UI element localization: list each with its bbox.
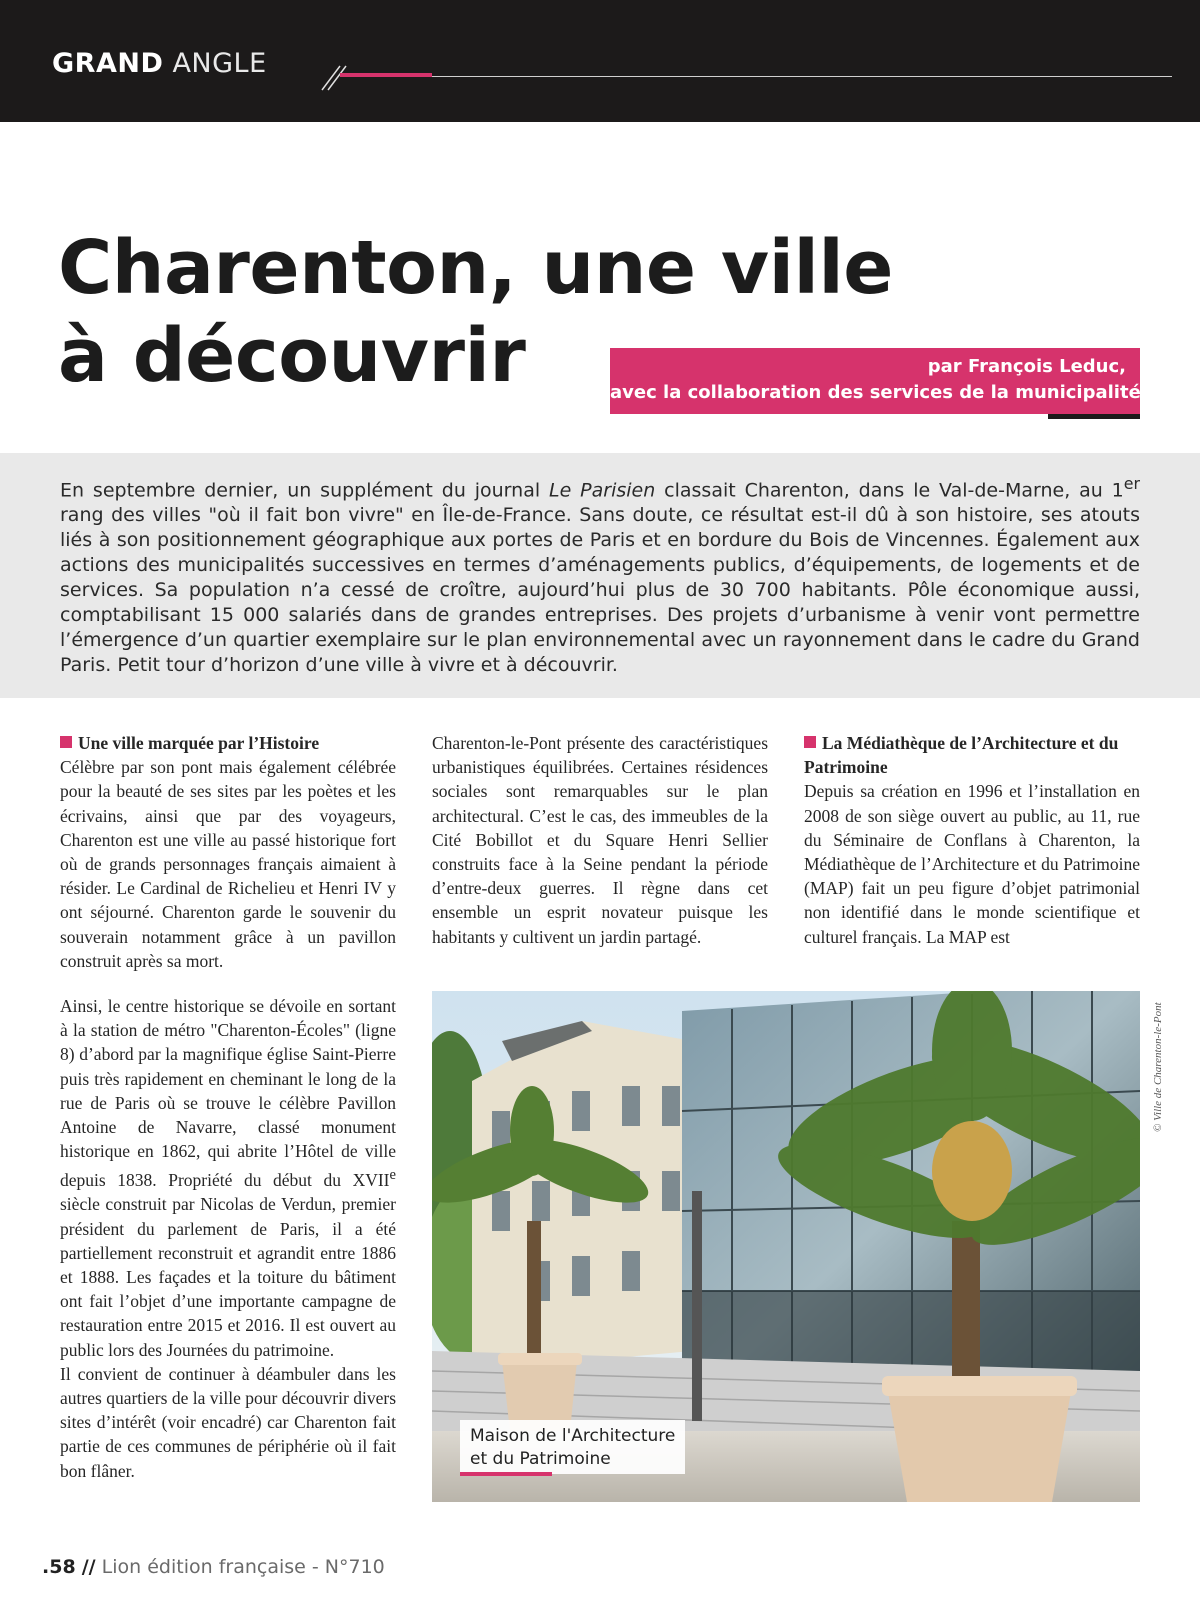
paragraph-history-2 — [60, 994, 396, 1362]
byline-author: par François Leduc, — [927, 356, 1126, 377]
column-1-continued — [60, 994, 396, 1483]
paragraph-history-2-end: siècle construit par Nicolas de Verdun, premier président du parlement de Paris, il a été partiellement reconstruit et agrandit entre 1886 et 1888. Les façades et la toiture du bâtiment ont fait l’objet d’une importante campagne de restauration entre 2015 et 2016. Il est ouvert au public lors des Journées du patrimoine. — [60, 1194, 396, 1360]
publication-name: Lion édition française - N°710 — [101, 1556, 385, 1578]
century-superscript: e — [389, 1167, 396, 1184]
byline-collaboration: avec la collaboration des services de la municipalité — [610, 382, 1141, 403]
column-2 — [432, 731, 768, 949]
paragraph-history-2-start: Ainsi, le centre historique se dévoile en sortant à la station de métro "Charenton-Écoles" (ligne 8) d’abord par la magnifique église Saint-Pierre puis très rapidement en cheminant le long de la rue de Paris où se trouve le célèbre Pavillon Antoine de Navarre, classé monument historique en 1862, qui abrite l’Hôtel de ville depuis 1838. Propriété du début du XVII — [60, 996, 396, 1191]
bullet-square-icon — [60, 736, 72, 748]
section-header-bar — [0, 0, 1200, 122]
caption-accent-bar — [460, 1472, 552, 1476]
byline-box — [610, 348, 1140, 414]
section-label — [52, 48, 267, 79]
section-heading-mediatheque-text: La Médiathèque de l’Architecture et du Patrimoine — [804, 733, 1119, 778]
intro-text-mid: classait Charenton, dans le Val-de-Marne, au 1 — [655, 479, 1124, 502]
photo-caption — [460, 1420, 685, 1474]
caption-line-2: et du Patrimoine — [470, 1449, 611, 1469]
section-heading-history — [60, 731, 396, 755]
column-3 — [804, 731, 1140, 949]
section-heading-mediatheque — [804, 731, 1140, 779]
paragraph-history-1: Célèbre par son pont mais également célébrée pour la beauté de ses sites par les poètes et les écrivains, ainsi que par des voyageurs, Charenton est une ville au passé historique fort où de grands personnages français aimaient à résider. Le Cardinal de Richelieu et Henri IV y ont séjourné. Charenton garde le souvenir du souverain notamment grâce à un pavillon construit après sa mort. — [60, 757, 396, 971]
intro-text-start: En septembre dernier, un supplément du journal — [60, 479, 550, 502]
intro-text-end: rang des villes "où il fait bon vivre" en Île-de-France. Sans doute, ce résultat est-il dû à son histoire, ses atouts liés à son positionnement géographique aux portes de Paris et en bordure du Bois de Vincennes. Également aux actions des municipalités successives en termes d’aménagements publics, d’équipements, de logements et de services. Sa population n’a cessé de croître, aujourd’hui plus de 30 700 habitants. Pôle économique aussi, comptabilisant 15 000 salariés dans de grandes entreprises. Des projets d’urbanisme à venir vont permettre l’émergence d’un quartier exemplaire sur le plan environnemental avec un rayonnement dans le cadre du Grand Paris. Petit tour d’horizon d’une ville à vivre et à découvrir. — [60, 504, 1140, 677]
title-line-2: à découvrir — [58, 313, 526, 399]
section-heading-history-text: Une ville marquée par l’Histoire — [78, 733, 320, 753]
double-slash-decoration — [318, 62, 358, 92]
intro-superscript: er — [1123, 474, 1141, 493]
page-number: .58 — [42, 1556, 76, 1578]
accent-bar — [340, 73, 432, 77]
title-line-1: Charenton, une ville — [58, 225, 893, 311]
caption-line-1: Maison de l'Architecture — [470, 1426, 676, 1446]
paragraph-urbanism: Charenton-le-Pont présente des caractéristiques urbanistiques équilibrées. Certaines résidences sociales sont remarquables sur le plan architectural. C’est le cas, des immeubles de la Cité Bobillot et du Square Henri Sellier construits face à la Seine pendant la période d’entre-deux guerres. Il règne dans cet ensemble un esprit novateur puisque les habitants y cultivent un jardin partagé. — [432, 733, 768, 947]
photo-credit: © Ville de Charenton-le-Pont — [1152, 1002, 1164, 1132]
bullet-square-icon — [804, 736, 816, 748]
column-1 — [60, 731, 396, 973]
paragraph-history-3: Il convient de continuer à déambuler dans les autres quartiers de la ville pour découvrir divers sites d’intérêt (voir encadré) car Charenton fait partie de ces communes de périphérie où il fait bon flâner. — [60, 1363, 396, 1481]
journal-name: Le Parisien — [549, 479, 656, 502]
section-label-light: ANGLE — [172, 48, 267, 79]
section-label-bold: GRAND — [52, 48, 164, 79]
footer-separator: // — [81, 1556, 96, 1578]
intro-box — [0, 453, 1200, 698]
header-rule — [432, 76, 1172, 77]
paragraph-mediatheque: Depuis sa création en 1996 et l’installation en 2008 de son siège ouvert au public, au 11, rue du Séminaire de Conflans à Charenton, la Médiathèque de l’Architecture et du Patrimoine (MAP) fait un peu figure d’objet patrimonial non identifié dans le monde scientifique et culturel français. La MAP est — [804, 781, 1140, 947]
intro-text — [60, 471, 1140, 678]
byline-underline — [1048, 414, 1140, 419]
page-footer — [42, 1556, 385, 1578]
